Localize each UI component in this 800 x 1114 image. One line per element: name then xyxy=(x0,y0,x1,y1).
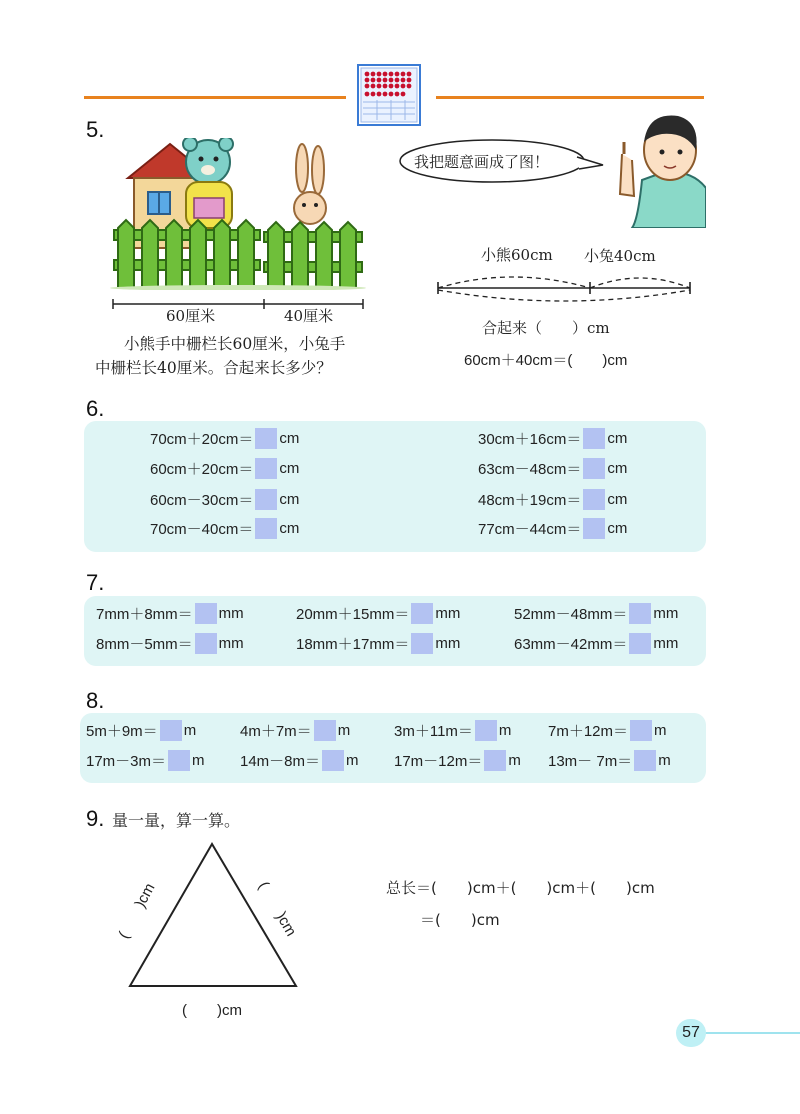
equation-expression: 3m＋11m＝ xyxy=(394,723,473,740)
q7-equation-r1c1 xyxy=(96,603,244,624)
equation-expression: 60cm－30cm＝ xyxy=(150,492,254,509)
unit-label: m xyxy=(508,752,521,769)
bear-rabbit-fence-illustration xyxy=(108,138,368,290)
total-length-line1: 总长＝( )cm＋( )cm＋( )cm xyxy=(386,879,655,897)
q6-equation-r1c2 xyxy=(478,428,627,449)
unit-label: m xyxy=(498,722,512,739)
unit-label: cm xyxy=(607,460,628,477)
footer-rule xyxy=(700,1032,800,1034)
q7-equation-r1c3 xyxy=(514,603,678,624)
unit-label: cm xyxy=(279,430,300,447)
q8-equation-r1c4 xyxy=(548,720,667,741)
answer-box[interactable] xyxy=(583,489,605,510)
answer-box[interactable] xyxy=(322,750,344,771)
answer-box[interactable] xyxy=(160,720,182,741)
answer-box[interactable] xyxy=(583,428,605,449)
answer-box[interactable] xyxy=(583,458,605,479)
q8-equation-r2c2 xyxy=(240,750,359,771)
q5-problem-line1: 小熊手中栅栏长60厘米，小兔手 xyxy=(124,335,346,353)
unit-label: m xyxy=(337,722,351,739)
answer-box[interactable] xyxy=(195,633,217,654)
q8-equation-r1c1 xyxy=(86,720,196,741)
q9-title: 量一量，算一算。 xyxy=(112,811,241,830)
q7-equation-r1c2 xyxy=(296,603,460,624)
unit-label: mm xyxy=(653,635,679,652)
q8-equation-r2c1 xyxy=(86,750,205,771)
answer-box[interactable] xyxy=(629,633,651,654)
abacus-icon xyxy=(357,64,421,126)
answer-box[interactable] xyxy=(411,633,433,654)
equation-expression: 14m－8m＝ xyxy=(240,753,321,770)
header-rule-right xyxy=(436,96,704,99)
answer-box[interactable] xyxy=(255,489,277,510)
unit-label: m xyxy=(654,722,667,739)
combined-label: 合起来（ ）cm xyxy=(482,319,610,337)
unit-label: mm xyxy=(653,605,679,622)
equation-expression: 5m＋9m＝ xyxy=(86,723,158,740)
unit-label: cm xyxy=(279,460,300,477)
unit-label: cm xyxy=(279,491,300,508)
equation-expression: 63cm－48cm＝ xyxy=(478,461,582,478)
equation-expression: 63mm－42mm＝ xyxy=(514,636,628,653)
equation-expression: 7m＋12m＝ xyxy=(548,723,629,740)
q5-number: 5. xyxy=(86,117,105,142)
q6-equation-r4c2 xyxy=(478,518,627,539)
total-length-line2: ＝( )cm xyxy=(420,911,500,929)
equation-expression: 4m＋7m＝ xyxy=(240,723,312,740)
unit-label: m xyxy=(192,752,205,769)
q8-equation-r2c4 xyxy=(548,750,671,771)
unit-label: mm xyxy=(435,635,461,652)
rabbit-fence-length: 40厘米 xyxy=(284,307,334,325)
answer-box[interactable] xyxy=(411,603,433,624)
answer-box[interactable] xyxy=(195,603,217,624)
q6-equation-r4c1 xyxy=(150,518,299,539)
unit-label: m xyxy=(658,752,671,769)
bear-fence-length: 60厘米 xyxy=(166,307,216,325)
answer-box[interactable] xyxy=(168,750,190,771)
q6-equation-r2c2 xyxy=(478,458,627,479)
unit-label: m xyxy=(183,722,197,739)
equation-expression: 70cm－40cm＝ xyxy=(150,521,254,538)
answer-box[interactable] xyxy=(255,518,277,539)
speech-text: 我把题意画成了图！ xyxy=(414,153,550,171)
q9-number: 9. xyxy=(86,806,105,831)
equation-expression: 70cm＋20cm＝ xyxy=(150,431,254,448)
q8-number: 8. xyxy=(86,688,105,713)
q6-equation-r3c1 xyxy=(150,489,299,510)
q7-equation-r2c2 xyxy=(296,633,460,654)
q6-equation-r3c2 xyxy=(478,489,627,510)
equation-expression: 17m－3m＝ xyxy=(86,753,167,770)
segment-diagram xyxy=(434,262,696,308)
unit-label: mm xyxy=(435,605,461,622)
q8-equation-r1c2 xyxy=(240,720,350,741)
answer-box[interactable] xyxy=(629,603,651,624)
q8-equation-r2c3 xyxy=(394,750,521,771)
q5-problem-line2: 中栅栏长40厘米。合起来长多少？ xyxy=(95,359,332,377)
answer-box[interactable] xyxy=(475,720,497,741)
page-number: 57 xyxy=(676,1019,706,1047)
triangle-right-side-label: ( )cm xyxy=(254,878,300,940)
q7-equation-r2c3 xyxy=(514,633,678,654)
header-rule-left xyxy=(84,96,346,99)
equation-expression: 13m－ 7m＝ xyxy=(548,753,633,770)
answer-box[interactable] xyxy=(583,518,605,539)
equation-expression: 17m－12m＝ xyxy=(394,753,483,770)
unit-label: cm xyxy=(607,430,628,447)
boy-illustration xyxy=(602,110,706,228)
q7-number: 7. xyxy=(86,570,105,595)
triangle-left-side-label: ( )cm xyxy=(115,880,159,942)
equation-expression: 52mm－48mm＝ xyxy=(514,606,628,623)
unit-label: cm xyxy=(607,491,628,508)
answer-box[interactable] xyxy=(630,720,652,741)
answer-box[interactable] xyxy=(634,750,656,771)
equation-expression: 77cm－44cm＝ xyxy=(478,521,582,538)
q6-equation-r2c1 xyxy=(150,458,299,479)
fence-measure-line xyxy=(112,294,364,304)
equation-expression: 8mm－5mm＝ xyxy=(96,636,193,653)
equation-expression: 30cm＋16cm＝ xyxy=(478,431,582,448)
q6-number: 6. xyxy=(86,396,105,421)
equation-expression: 48cm＋19cm＝ xyxy=(478,492,582,509)
answer-box[interactable] xyxy=(314,720,336,741)
q8-equation-r1c3 xyxy=(394,720,511,741)
answer-box[interactable] xyxy=(255,428,277,449)
unit-label: m xyxy=(346,752,359,769)
unit-label: mm xyxy=(218,635,244,652)
unit-label: mm xyxy=(218,605,244,622)
equation-expression: 60cm＋20cm＝ xyxy=(150,461,254,478)
answer-box[interactable] xyxy=(484,750,506,771)
unit-label: cm xyxy=(607,520,628,537)
q5-equation: 60cm＋40cm＝( )cm xyxy=(464,352,628,369)
diagram-bear-label: 小熊60cm xyxy=(481,246,553,264)
equation-expression: 7mm＋8mm＝ xyxy=(96,606,193,623)
unit-label: cm xyxy=(279,520,300,537)
diagram-rabbit-label: 小兔40cm xyxy=(584,247,656,265)
q6-equation-r1c1 xyxy=(150,428,299,449)
answer-box[interactable] xyxy=(255,458,277,479)
equation-expression: 18mm＋17mm＝ xyxy=(296,636,410,653)
q7-equation-r2c1 xyxy=(96,633,244,654)
equation-expression: 20mm＋15mm＝ xyxy=(296,606,410,623)
triangle-bottom-side-label: ( )cm xyxy=(182,1002,242,1019)
